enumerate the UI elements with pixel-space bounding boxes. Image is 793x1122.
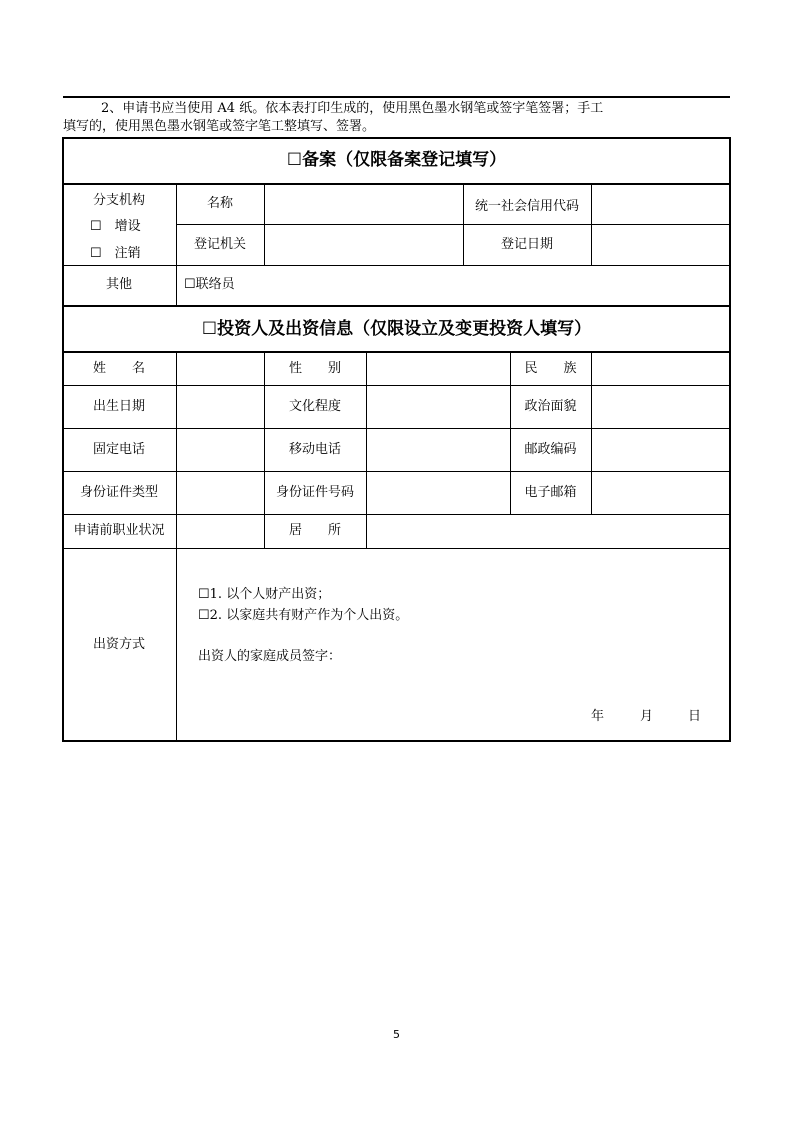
branch-add-checkbox[interactable]: ☐ 增设	[90, 219, 141, 234]
name-field[interactable]	[265, 184, 463, 224]
reg-date-field[interactable]	[592, 225, 730, 265]
id-number-field[interactable]	[367, 472, 510, 514]
date-day-label: 日	[688, 709, 702, 724]
branch-label: 分支机构	[92, 193, 145, 208]
landline-field[interactable]	[177, 429, 264, 471]
postal-code-field[interactable]	[592, 429, 730, 471]
gender-label: 性 别	[288, 361, 341, 376]
credit-code-label: 统一社会信用代码	[474, 199, 579, 214]
investor-name-field[interactable]	[177, 352, 264, 385]
investor-name-label: 姓 名	[92, 361, 145, 376]
residence-label: 居 所	[288, 523, 341, 538]
occupation-field[interactable]	[177, 515, 264, 548]
date-month-label: 月	[640, 709, 654, 724]
contribution-option-2[interactable]: ☐2. 以家庭共有财产作为个人出资。	[198, 608, 409, 623]
education-field[interactable]	[367, 386, 510, 428]
political-status-label: 政治面貌	[524, 399, 577, 414]
birth-date-field[interactable]	[177, 386, 264, 428]
education-label: 文化程度	[288, 399, 341, 414]
top-rule	[63, 96, 730, 98]
contribution-method-label: 出资方式	[92, 637, 145, 652]
family-signature-label: 出资人的家庭成员签字：	[198, 649, 342, 664]
row-rule	[62, 265, 731, 266]
filing-section-title: ☐备案（仅限备案登记填写）	[286, 150, 507, 170]
reg-date-label: 登记日期	[500, 237, 553, 252]
email-field[interactable]	[592, 472, 730, 514]
email-label: 电子邮箱	[524, 485, 577, 500]
landline-label: 固定电话	[92, 442, 145, 457]
id-number-label: 身份证件号码	[275, 485, 354, 500]
political-status-field[interactable]	[592, 386, 730, 428]
authority-field[interactable]	[265, 225, 463, 265]
authority-label: 登记机关	[193, 237, 246, 252]
id-type-label: 身份证件类型	[79, 485, 158, 500]
note-line-1: 2、申请书应当使用 A4 纸。依本表打印生成的，使用黑色墨水钢笔或签字笔签署；手工	[101, 101, 604, 116]
mobile-field[interactable]	[367, 429, 510, 471]
note-line-2: 填写的，使用黑色墨水钢笔或签字笔工整填写、签署。	[63, 119, 376, 134]
page-number: 5	[393, 1028, 400, 1041]
mobile-label: 移动电话	[288, 442, 341, 457]
id-type-field[interactable]	[177, 472, 264, 514]
name-label: 名称	[206, 196, 233, 211]
investor-section-title: ☐投资人及出资信息（仅限设立及变更投资人填写）	[201, 319, 592, 339]
ethnicity-label: 民 族	[524, 361, 577, 376]
postal-code-label: 邮政编码	[524, 442, 577, 457]
row-rule	[62, 305, 731, 307]
other-label: 其他	[105, 277, 132, 292]
instruction-note	[63, 100, 730, 136]
date-year-label: 年	[591, 709, 605, 724]
credit-code-field[interactable]	[592, 184, 730, 224]
branch-cancel-checkbox[interactable]: ☐ 注销	[90, 246, 141, 261]
contribution-option-1[interactable]: ☐1. 以个人财产出资；	[198, 587, 331, 602]
occupation-label: 申请前职业状况	[73, 523, 165, 538]
liaison-checkbox[interactable]: ☐联络员	[184, 277, 235, 292]
residence-field[interactable]	[367, 515, 730, 548]
ethnicity-field[interactable]	[592, 352, 730, 385]
gender-field[interactable]	[367, 352, 510, 385]
row-rule	[62, 548, 731, 549]
birth-date-label: 出生日期	[92, 399, 145, 414]
